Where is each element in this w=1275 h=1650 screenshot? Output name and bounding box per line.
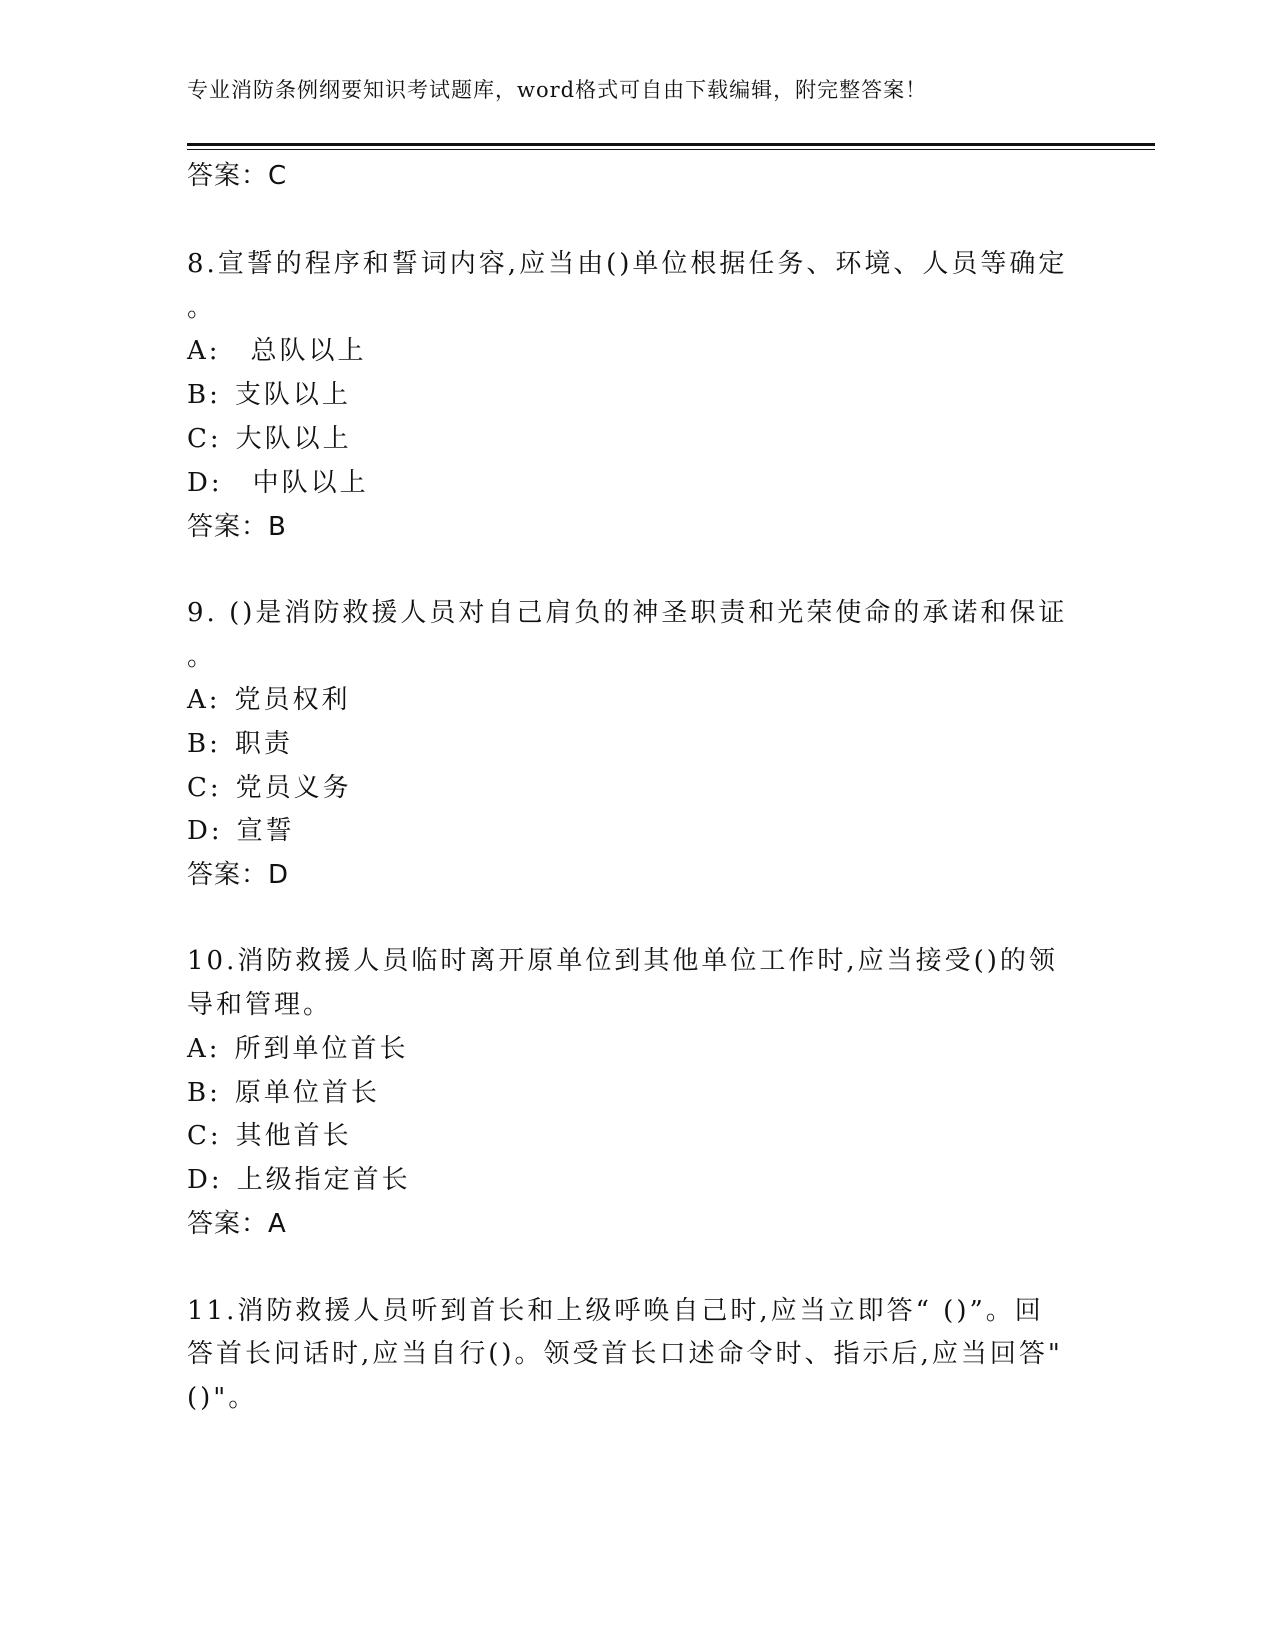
question-8-option-c <box>187 418 352 455</box>
question-8-option-b <box>187 374 351 411</box>
question-10-option-b <box>187 1072 380 1109</box>
option-letter: C: <box>187 424 222 454</box>
option-letter: D: <box>187 816 223 846</box>
option-text: 宣誓 <box>236 816 295 846</box>
option-text: 上级指定首长 <box>236 1165 411 1195</box>
option-letter: D: <box>187 468 223 498</box>
question-9-stem-line-2: 。 <box>187 642 217 672</box>
header-rule-thick <box>187 143 1155 146</box>
option-text: 其他首长 <box>235 1121 352 1151</box>
question-11-stem-line-2: 答首长问话时,应当自行()。领受首长口述命令时、指示后,应当回答" <box>187 1339 1063 1369</box>
option-text: 总队以上 <box>250 336 367 366</box>
question-8-option-d <box>187 462 369 499</box>
question-10-option-c <box>187 1115 352 1152</box>
question-11-stem-line-1: 11.消防救援人员听到首长和上级呼唤自己时,应当立即答“ ()”。回 <box>187 1296 1044 1326</box>
question-8-stem-line-2: 。 <box>187 293 217 323</box>
option-letter: B: <box>187 729 221 759</box>
option-text: 支队以上 <box>234 380 351 410</box>
option-letter: B: <box>187 380 221 410</box>
option-letter: D: <box>187 1165 223 1195</box>
question-10-answer: 答案：A <box>187 1209 287 1239</box>
question-9-stem-line-1: 9. ()是消防救援人员对自己肩负的神圣职责和光荣使命的承诺和保证 <box>187 598 1068 628</box>
option-letter: C: <box>187 1121 222 1151</box>
option-text: 职责 <box>234 729 293 759</box>
option-text: 中队以上 <box>252 468 369 498</box>
option-letter: B: <box>187 1078 221 1108</box>
question-9-answer: 答案：D <box>187 860 290 890</box>
option-letter: A: <box>187 336 221 366</box>
question-9-option-d <box>187 810 295 847</box>
question-9-option-c <box>187 767 352 804</box>
answer-prev: 答案：C <box>187 161 288 191</box>
option-letter: C: <box>187 773 222 803</box>
option-text: 大队以上 <box>235 424 352 454</box>
option-text: 所到单位首长 <box>234 1034 409 1064</box>
header-rule-thin <box>187 149 1155 150</box>
option-text: 党员权利 <box>234 685 351 715</box>
question-9-option-b <box>187 723 293 760</box>
option-text: 党员义务 <box>235 773 352 803</box>
question-9-option-a <box>187 679 351 716</box>
question-10-stem-line-1: 10.消防救援人员临时离开原单位到其他单位工作时,应当接受()的领 <box>187 946 1058 976</box>
option-letter: A: <box>187 1034 221 1064</box>
question-8-option-a <box>187 330 367 367</box>
question-8-answer: 答案：B <box>187 512 287 542</box>
question-10-option-d <box>187 1159 411 1196</box>
option-text: 原单位首长 <box>234 1078 380 1108</box>
question-11-stem-line-3: ()"。 <box>187 1383 258 1413</box>
page-header: 专业消防条例纲要知识考试题库，word格式可自由下载编辑，附完整答案！ <box>187 78 928 102</box>
option-letter: A: <box>187 685 221 715</box>
question-10-stem-line-2: 导和管理。 <box>187 990 333 1020</box>
question-8-stem-line-1: 8.宣誓的程序和誓词内容,应当由()单位根据任务、环境、人员等确定 <box>187 249 1068 279</box>
question-10-option-a <box>187 1028 409 1065</box>
